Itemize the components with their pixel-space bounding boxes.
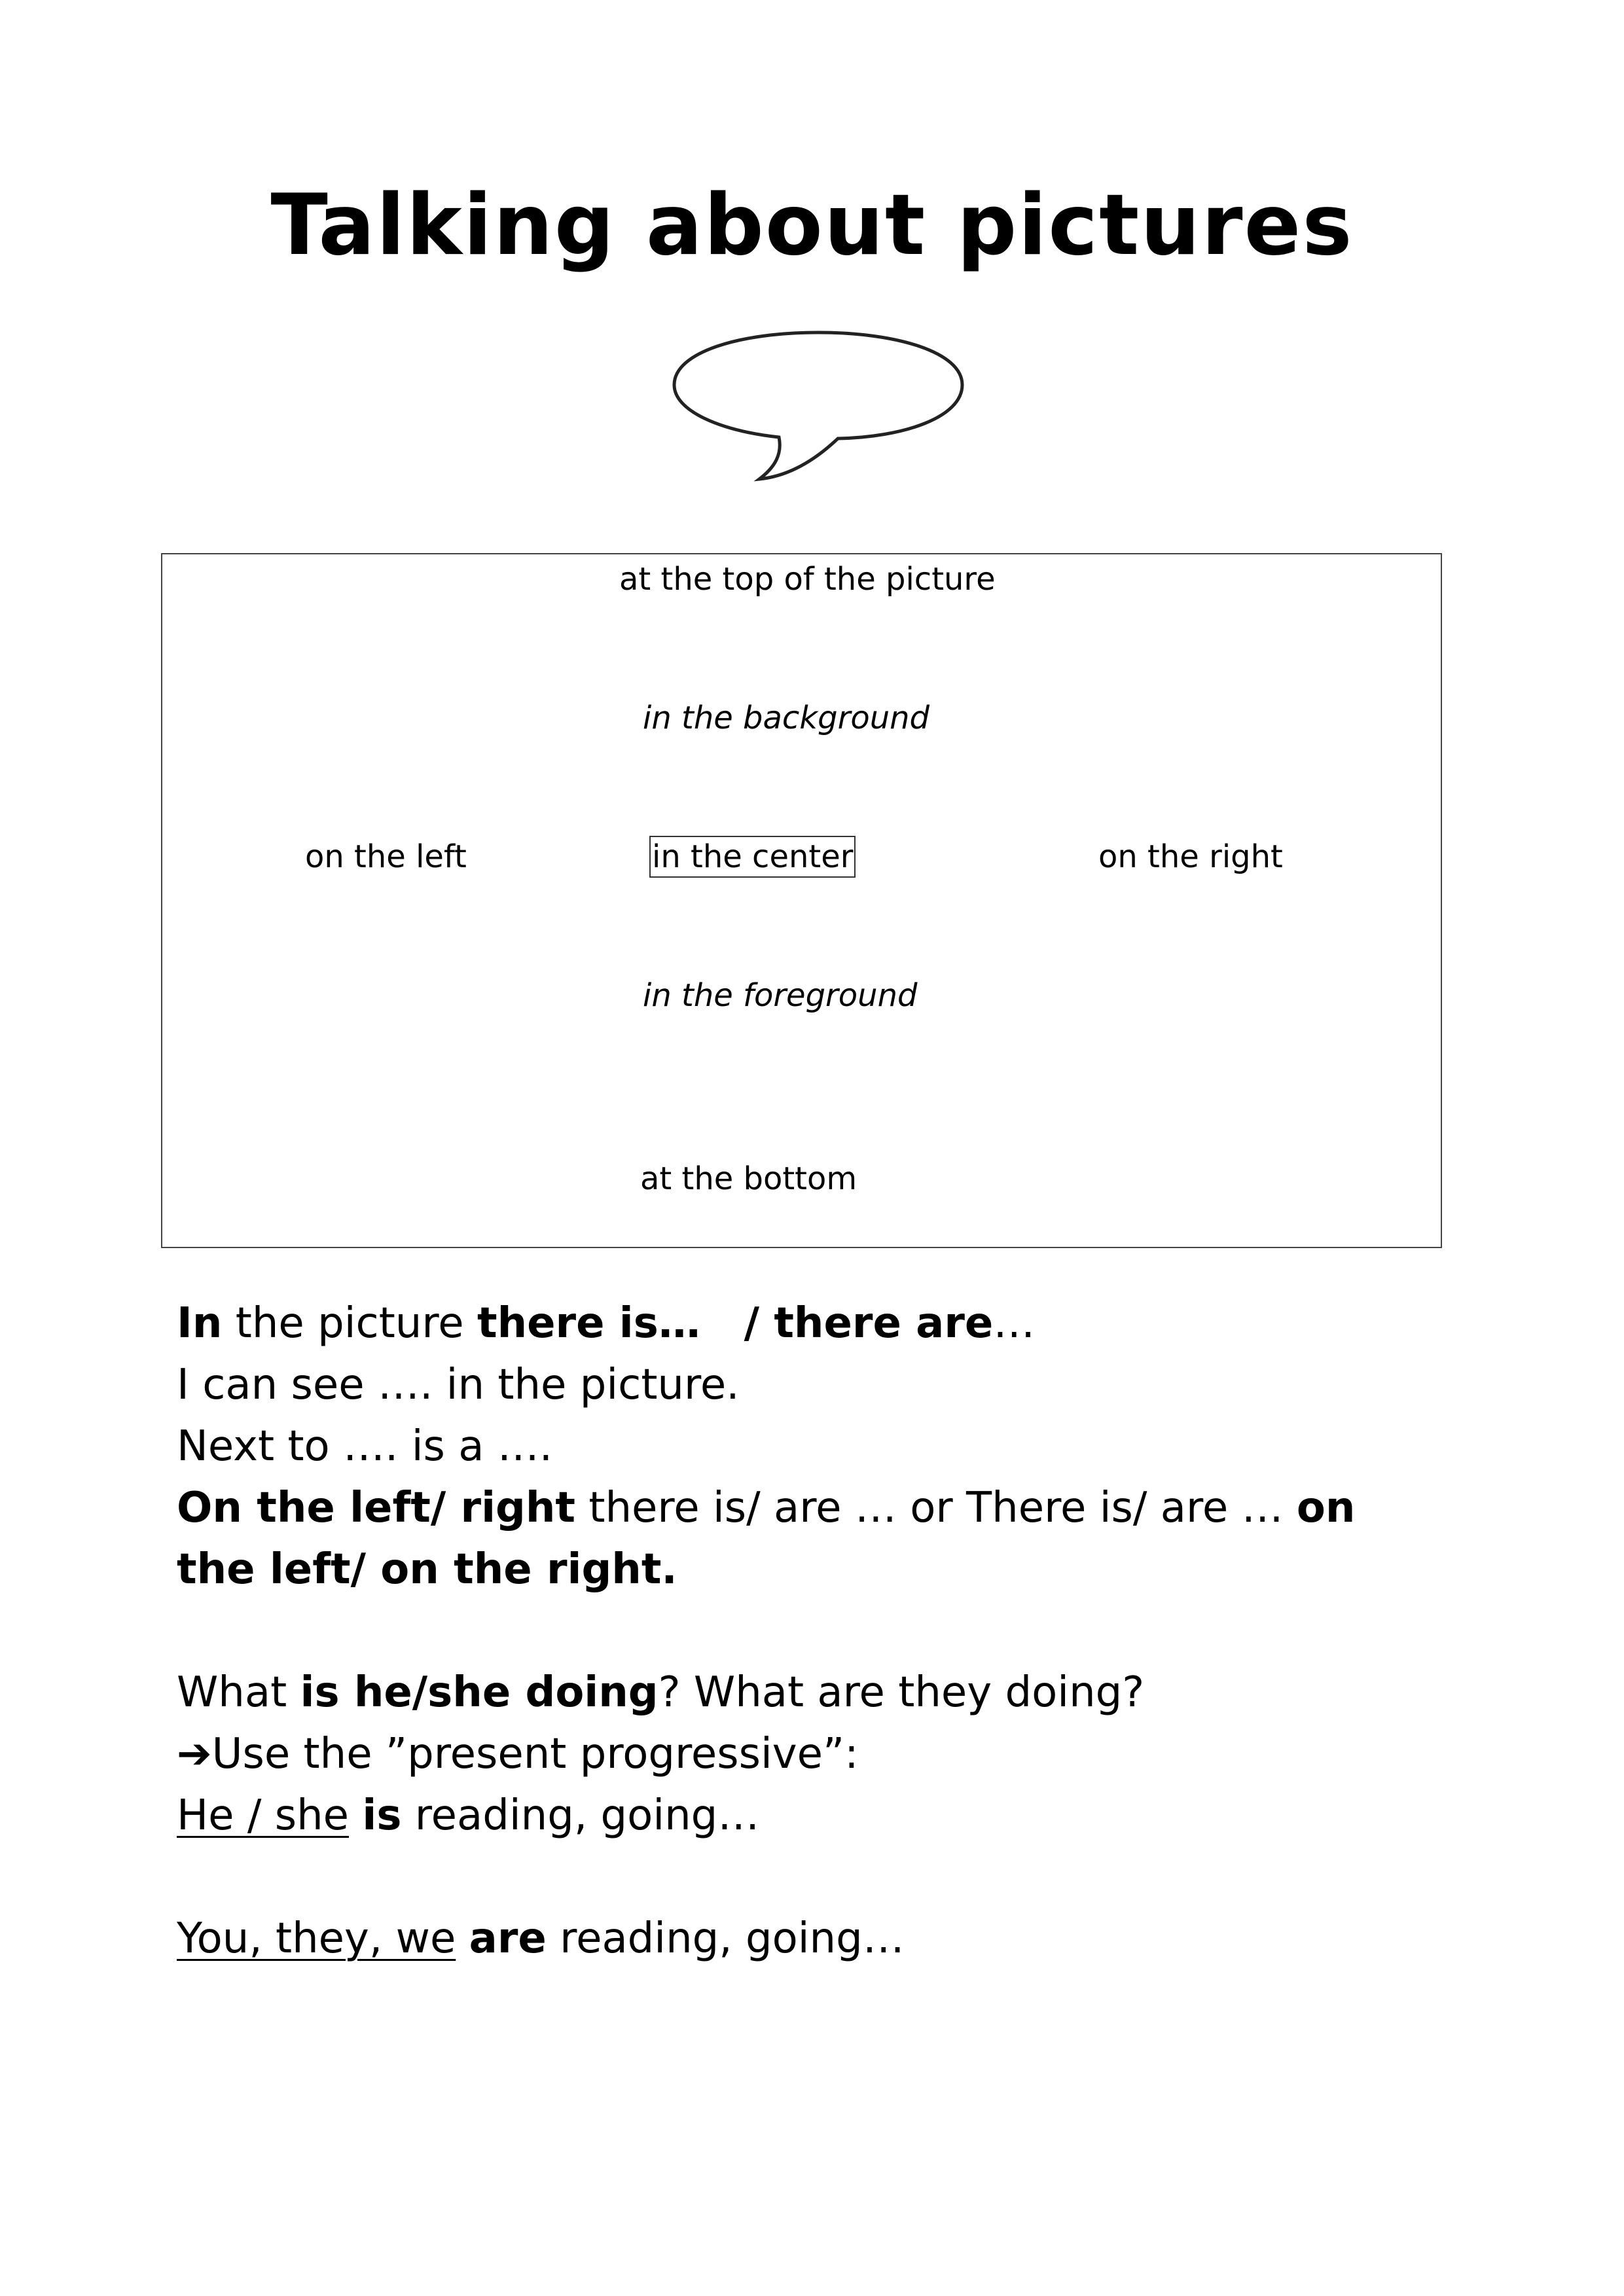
label-left: on the left: [305, 838, 467, 875]
phrase-line: Next to …. is a ….: [177, 1422, 553, 1471]
label-top: at the top of the picture: [619, 561, 996, 598]
label-right: on the right: [1098, 838, 1283, 875]
phrase-line: He / she is reading, going…: [177, 1791, 760, 1840]
label-center: in the center: [649, 836, 856, 878]
phrase-line: What is he/she doing? What are they doing?: [177, 1668, 1145, 1717]
spacer: [177, 1846, 1447, 1908]
phrase-line: I can see …. in the picture.: [177, 1361, 740, 1409]
phrase-line: ➔Use the ”present progressive”:: [177, 1730, 859, 1778]
picture-position-diagram: [161, 553, 1442, 1248]
phrase-line: On the left/ right there is/ are … or There is/ are … on the left/ on the right.: [177, 1484, 1356, 1594]
page-title: Talking about pictures: [270, 177, 1354, 274]
spacer: [177, 1600, 1447, 1662]
label-background: in the background: [643, 700, 929, 736]
phrase-line: In the picture there is… / there are…: [177, 1299, 1036, 1348]
label-bottom: at the bottom: [640, 1160, 857, 1197]
phrase-list: [177, 1293, 1447, 1969]
label-foreground: in the foreground: [643, 977, 918, 1014]
phrase-line: You, they, we are reading, going…: [177, 1914, 905, 1963]
arrow-right-icon: ➔: [177, 1730, 212, 1778]
speech-bubble-icon: [661, 319, 975, 483]
